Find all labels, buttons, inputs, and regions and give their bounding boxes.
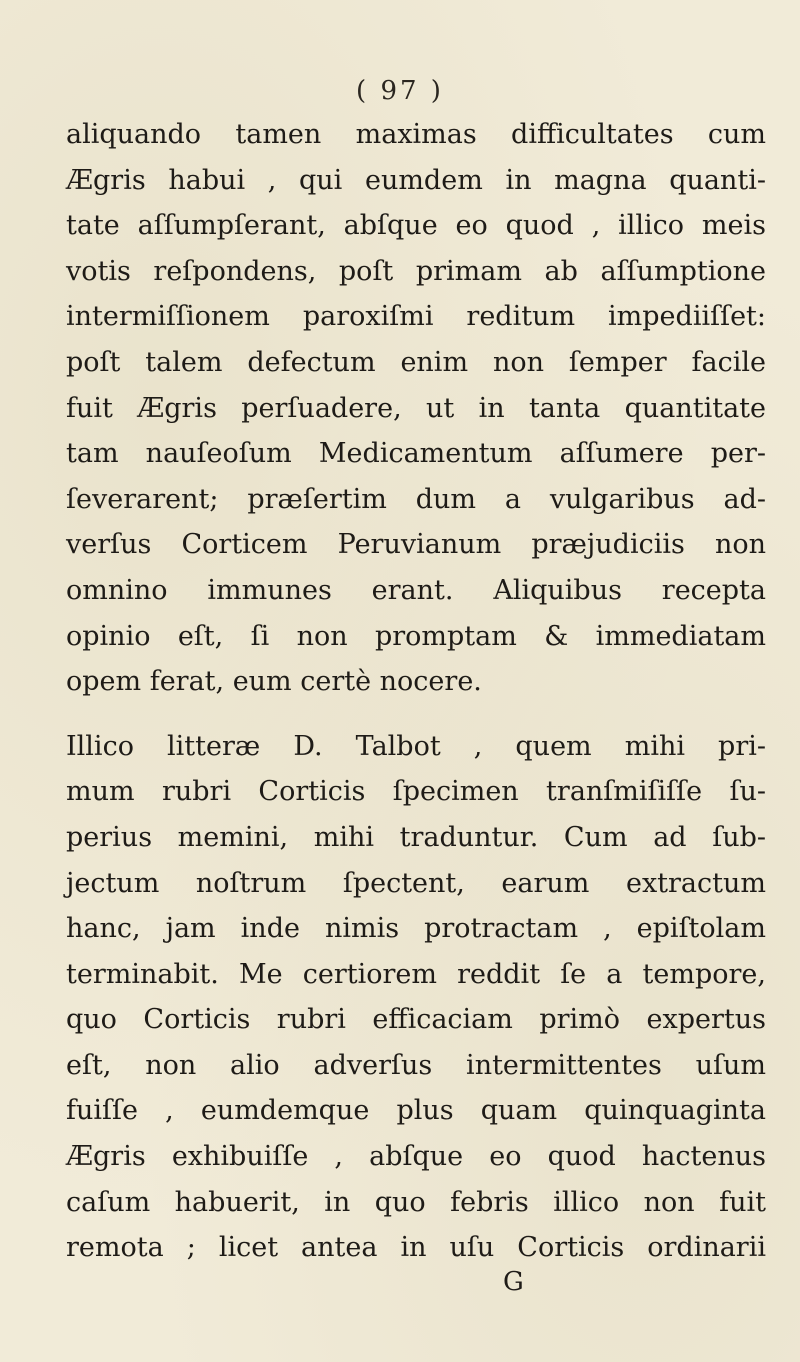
text-line: votis reſpondens, poſt primam ab aſſumptione bbox=[66, 255, 766, 287]
text-line: aliquando tamen maximas difficultates cum bbox=[66, 119, 766, 150]
page-number: ( 97 ) bbox=[356, 76, 444, 106]
text-line: fuiſſe , eumdemque plus quam quinquaginta bbox=[66, 1095, 766, 1127]
text-line: omnino immunes erant. Aliquibus recepta bbox=[66, 574, 766, 606]
text-line: hanc, jam inde nimis protractam , epiſtolam bbox=[66, 913, 766, 945]
text-line: terminabit. Me certiorem reddit ſe a tempore, bbox=[66, 958, 766, 990]
text-line: opinio eſt, ſi non promptam & immediatam bbox=[66, 620, 766, 652]
text-line: remota ; licet antea in uſu Corticis ordinarii bbox=[66, 1232, 766, 1264]
text-line: ſeverarent; præſertim dum a vulgaribus ad- bbox=[66, 483, 766, 515]
paragraph-1 bbox=[66, 112, 766, 705]
text-line: eſt, non alio adverſus intermittentes uſum bbox=[66, 1049, 766, 1081]
text-line: tate aſſumpſerant, abſque eo quod , illico meis bbox=[66, 210, 766, 242]
text-line: jectum noſtrum ſpectent, earum extractum bbox=[66, 867, 766, 899]
text-line: opem ferat, eum certè nocere. bbox=[66, 666, 482, 698]
signature-mark: G bbox=[503, 1267, 524, 1297]
text-line: Ægris habui , qui eumdem in magna quanti- bbox=[66, 164, 766, 196]
text-line: intermiſſionem paroxiſmi reditum impediiſſet: bbox=[66, 301, 766, 333]
paragraph-2 bbox=[66, 724, 766, 1271]
paragraph-gap bbox=[66, 705, 766, 724]
text-line: quo Corticis rubri efficaciam primò expertus bbox=[66, 1004, 766, 1036]
text-line: tam nauſeoſum Medicamentum aſſumere per- bbox=[66, 438, 766, 470]
text-line: Ægris exhibuiſſe , abſque eo quod hactenus bbox=[66, 1141, 766, 1173]
body-text bbox=[66, 112, 766, 1271]
text-line: Illico litteræ D. Talbot , quem mihi pri- bbox=[66, 730, 766, 762]
text-line: poſt talem defectum enim non ſemper facile bbox=[66, 346, 766, 378]
text-line: caſum habuerit, in quo febris illico non fuit bbox=[66, 1186, 766, 1218]
text-line: mum rubri Corticis ſpecimen tranſmiſiſſe ſu- bbox=[66, 776, 766, 808]
text-line: verſus Corticem Peruvianum præjudiciis non bbox=[66, 529, 766, 561]
text-line: perius memini, mihi traduntur. Cum ad ſub- bbox=[66, 821, 766, 853]
text-line: fuit Ægris perſuadere, ut in tanta quantitate bbox=[66, 392, 766, 424]
